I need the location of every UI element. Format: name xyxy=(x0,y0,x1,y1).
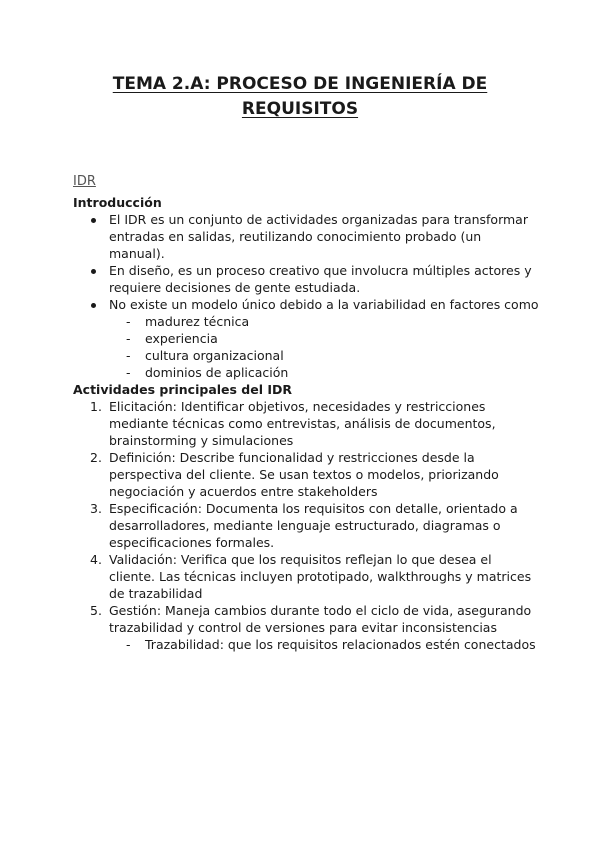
dash-marker: - xyxy=(126,637,131,652)
list-number: 5. xyxy=(90,603,102,618)
sub-list-item-text: Trazabilidad: que los requisitos relacionados estén conectados xyxy=(145,637,536,652)
dash-marker: - xyxy=(126,365,131,380)
list-item xyxy=(0,551,539,602)
bullet-icon xyxy=(91,218,96,223)
list-item xyxy=(0,262,539,296)
dash-marker: - xyxy=(126,348,131,363)
sub-list-item xyxy=(0,313,565,330)
dash-marker: - xyxy=(126,331,131,346)
sub-list-item xyxy=(0,330,565,347)
sub-list-item xyxy=(0,347,565,364)
activities-heading: Actividades principales del IDR xyxy=(73,382,293,397)
list-number: 2. xyxy=(90,450,102,465)
sub-list-item xyxy=(0,636,565,653)
list-item-text: No existe un modelo único debido a la variabilidad en factores como xyxy=(109,297,539,312)
list-number: 1. xyxy=(90,399,102,414)
list-item xyxy=(0,398,539,449)
list-item xyxy=(0,449,539,500)
intro-list xyxy=(0,211,600,381)
list-item xyxy=(0,296,539,313)
sub-list-item-text: experiencia xyxy=(145,331,218,346)
list-item-text: Especificación: Documenta los requisitos con detalle, orientado a desarrolladores, mediante lenguaje estructurado, diagramas o especificaciones formales. xyxy=(109,501,518,550)
sub-list-item-text: madurez técnica xyxy=(145,314,250,329)
intro-heading: Introducción xyxy=(73,195,162,210)
list-number: 4. xyxy=(90,552,102,567)
dash-marker: - xyxy=(126,314,131,329)
list-item xyxy=(0,500,539,551)
bullet-icon xyxy=(91,269,96,274)
sub-list-item xyxy=(0,364,565,381)
list-item-text: En diseño, es un proceso creativo que involucra múltiples actores y requiere decisiones de gente estudiada. xyxy=(109,263,532,295)
list-item-text: Elicitación: Identificar objetivos, necesidades y restricciones mediante técnicas como entrevistas, análisis de documentos, brainstorming y simulaciones xyxy=(109,399,496,448)
list-item-text: Definición: Describe funcionalidad y restricciones desde la perspectiva del cliente. Se usan textos o modelos, priorizando negociación y acuerdos entre stakeholders xyxy=(109,450,499,499)
list-item xyxy=(0,602,539,636)
list-item xyxy=(0,211,539,262)
sub-list-item-text: dominios de aplicación xyxy=(145,365,289,380)
idr-link[interactable]: IDR xyxy=(73,174,96,189)
list-item-text: Validación: Verifica que los requisitos reflejan lo que desea el cliente. Las técnicas incluyen prototipado, walkthroughs y matrices de trazabilidad xyxy=(109,552,532,601)
list-item-text: Gestión: Maneja cambios durante todo el ciclo de vida, asegurando trazabilidad y control de versiones para evitar inconsistencias xyxy=(109,603,532,635)
list-number: 3. xyxy=(90,501,102,516)
bullet-icon xyxy=(91,303,96,308)
activities-list xyxy=(0,398,600,653)
list-item-text: El IDR es un conjunto de actividades organizadas para transformar entradas en salidas, reutilizando conocimiento probado (un manual). xyxy=(109,212,528,261)
page-title: TEMA 2.A: PROCESO DE INGENIERÍA DE REQUISITOS xyxy=(112,74,488,119)
sub-list-item-text: cultura organizacional xyxy=(145,348,284,363)
